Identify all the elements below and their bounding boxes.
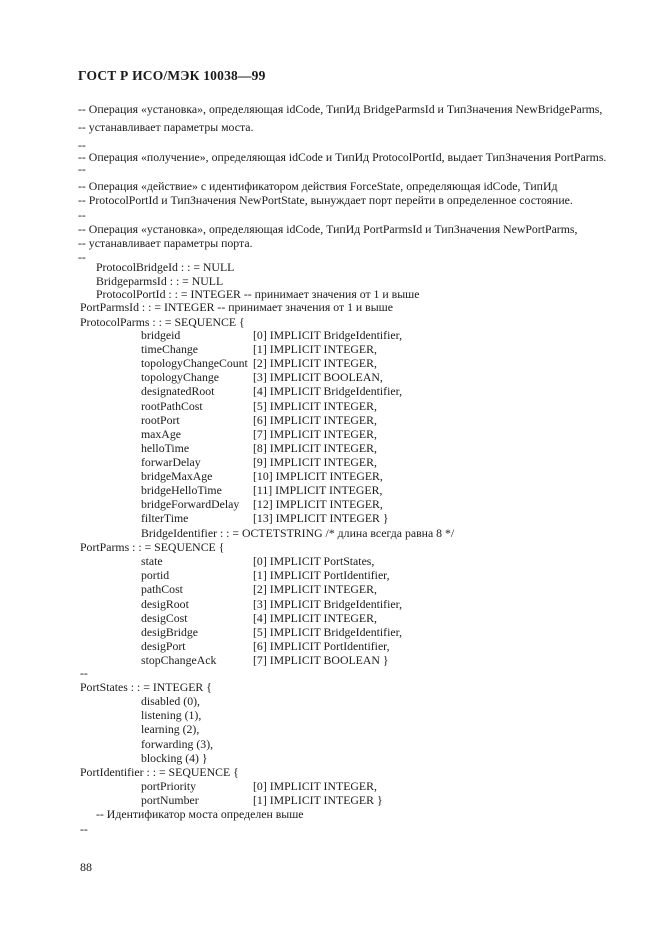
field-name: designatedRoot [141, 384, 215, 399]
protocol-parms-field [141, 342, 377, 357]
field-name: desigCost [141, 610, 188, 625]
field-type: [5] IMPLICIT BridgeIdentifier, [253, 625, 403, 639]
field-name: rootPort [141, 412, 180, 427]
field-name: helloTime [141, 440, 190, 455]
field-type: [7] IMPLICIT INTEGER, [253, 426, 377, 441]
port-state-value: forwarding (3), [141, 736, 214, 751]
protocol-parms-field [141, 328, 403, 342]
port-state-value: learning (2), [141, 722, 200, 737]
port-identifier-head: PortIdentifier : : = SEQUENCE { [80, 765, 239, 779]
field-type: [6] IMPLICIT PortIdentifier, [253, 639, 390, 654]
document-header: ГОСТ Р ИСО/МЭК 10038—99 [78, 68, 266, 83]
field-name: desigBridge [141, 625, 199, 639]
port-parms-field [141, 568, 390, 583]
field-name: maxAge [141, 426, 181, 441]
field-type: [1] IMPLICIT PortIdentifier, [253, 568, 390, 583]
field-type: [13] IMPLICIT INTEGER } [253, 511, 389, 526]
field-name: topologyChange [141, 370, 219, 385]
field-type: [11] IMPLICIT INTEGER, [253, 483, 383, 498]
field-name: bridgeid [141, 328, 181, 342]
comment-line: -- Операция «получение», определяющая idCode и ТипИд ProtocolPortId, выдает ТипЗначения PortParms. [78, 150, 607, 164]
field-type: [2] IMPLICIT INTEGER, [253, 356, 377, 371]
field-type: [3] IMPLICIT BridgeIdentifier, [253, 596, 403, 611]
port-state-value: blocking (4) } [141, 750, 208, 765]
field-type: [0] IMPLICIT INTEGER, [253, 779, 377, 793]
comment-line: -- [78, 162, 86, 176]
field-type: [0] IMPLICIT PortStates, [253, 554, 375, 568]
protocol-parms-field [141, 483, 383, 498]
comment-line: -- Операция «установка», определяющая idCode, ТипИд BridgeParmsId и ТипЗначения NewBridgeParms, [78, 102, 603, 116]
port-parms-field [141, 653, 389, 668]
field-name: portid [141, 568, 170, 583]
port-state-value: listening (1), [141, 708, 202, 723]
port-identifier-field [141, 779, 377, 793]
field-name: state [141, 554, 163, 568]
field-type: [4] IMPLICIT INTEGER, [253, 610, 377, 625]
bridge-identifier-def: BridgeIdentifier : : = OCTETSTRING /* длина всегда равна 8 */ [141, 526, 455, 540]
port-states-head: PortStates : : = INTEGER { [80, 680, 212, 694]
field-type: [1] IMPLICIT INTEGER } [253, 793, 383, 808]
field-type: [12] IMPLICIT INTEGER, [253, 497, 383, 512]
field-name: forwarDelay [141, 454, 201, 469]
asn1-definition: BridgeparmsId : : = NULL [96, 274, 224, 288]
field-name: rootPathCost [141, 398, 203, 413]
field-name: filterTime [141, 511, 189, 526]
protocol-parms-field [141, 398, 377, 413]
comment-line: -- Операция «действие» с идентификатором действия ForceState, определяющая idCode, ТипИд [78, 179, 558, 193]
comment-line: -- [78, 138, 86, 152]
field-type: [10] IMPLICIT INTEGER, [253, 469, 383, 483]
comment-line: -- [78, 250, 86, 264]
bridge-note: -- Идентификатор моста определен выше [96, 807, 304, 821]
page-number: 88 [80, 860, 92, 874]
field-name: bridgeForwardDelay [141, 497, 240, 512]
field-name: timeChange [141, 342, 199, 357]
field-type: [5] IMPLICIT INTEGER, [253, 398, 377, 413]
protocol-parms-field [141, 497, 383, 512]
protocol-parms-field [141, 511, 389, 526]
comment-line: -- ProtocolPortId и ТипЗначения NewPortState, вынуждает порт перейти в определенное состояние. [78, 193, 573, 207]
port-parms-field [141, 610, 377, 625]
field-name: pathCost [141, 582, 183, 597]
field-name: desigPort [141, 639, 186, 654]
protocol-parms-field [141, 469, 383, 483]
field-type: [3] IMPLICIT BOOLEAN, [253, 370, 383, 385]
field-name: desigRoot [141, 596, 189, 611]
field-name: bridgeMaxAge [141, 469, 213, 483]
separator: -- [80, 666, 88, 680]
port-parms-field [141, 596, 403, 611]
comment-line: -- устанавливает параметры моста. [78, 120, 254, 134]
field-name: topologyChangeCount [141, 356, 248, 371]
field-type: [6] IMPLICIT INTEGER, [253, 412, 377, 427]
protocol-parms-field [141, 384, 403, 399]
comment-line: -- Операция «установка», определяющая idCode, ТипИд PortParmsId и ТипЗначения NewPortParms, [78, 222, 578, 236]
port-parms-field [141, 625, 403, 639]
port-parms-field [141, 554, 375, 568]
field-type: [8] IMPLICIT INTEGER, [253, 440, 377, 455]
field-type: [9] IMPLICIT INTEGER, [253, 454, 377, 469]
port-parms-field [141, 582, 377, 597]
asn1-definition: PortParmsId : : = INTEGER -- принимает значения от 1 и выше [80, 300, 393, 314]
asn1-definition: ProtocolParms : : = SEQUENCE { [80, 315, 245, 329]
field-name: portPriority [141, 779, 197, 793]
protocol-parms-field [141, 370, 383, 385]
protocol-parms-field [141, 356, 377, 371]
port-parms-head: PortParms : : = SEQUENCE { [80, 540, 225, 554]
field-type: [0] IMPLICIT BridgeIdentifier, [253, 328, 403, 342]
field-name: bridgeHelloTime [141, 483, 222, 498]
field-type: [7] IMPLICIT BOOLEAN } [253, 653, 389, 668]
port-state-value: disabled (0), [141, 694, 200, 708]
field-name: portNumber [141, 793, 199, 808]
field-type: [2] IMPLICIT INTEGER, [253, 582, 377, 597]
comment-line: -- устанавливает параметры порта. [78, 236, 253, 250]
protocol-parms-field [141, 440, 377, 455]
comment-line: -- [78, 208, 86, 222]
separator: -- [80, 822, 88, 836]
port-identifier-field [141, 793, 383, 808]
protocol-parms-field [141, 412, 377, 427]
field-name: stopChangeAck [141, 653, 217, 668]
protocol-parms-field [141, 426, 377, 441]
port-parms-field [141, 639, 390, 654]
field-type: [1] IMPLICIT INTEGER, [253, 342, 377, 357]
field-type: [4] IMPLICIT BridgeIdentifier, [253, 384, 403, 399]
asn1-definition: ProtocolPortId : : = INTEGER -- принимает значения от 1 и выше [96, 287, 420, 301]
protocol-parms-field [141, 454, 377, 469]
asn1-definition: ProtocolBridgeId : : = NULL [96, 260, 235, 274]
